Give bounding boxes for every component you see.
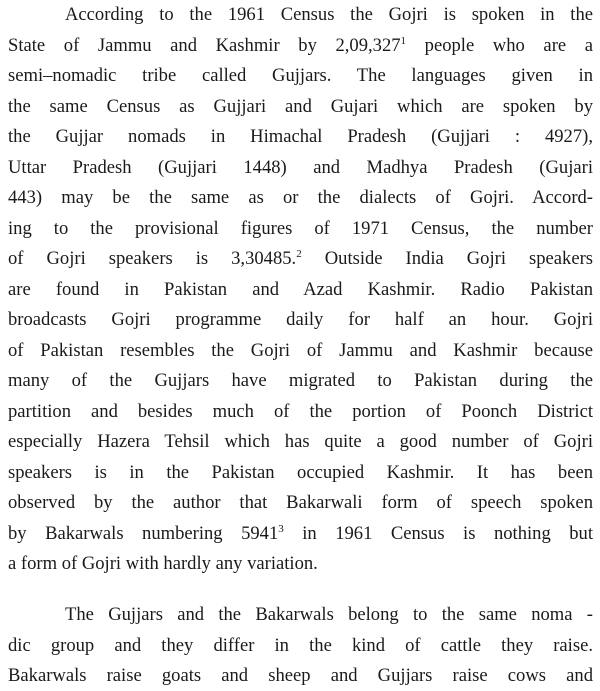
footnote-marker-1: 1	[400, 34, 407, 47]
text-line: 443) may be the same as or the dialects of Gojri. Accord-	[8, 187, 593, 208]
text-line: are found in Pakistan and Azad Kashmir. Radio Pakistan	[8, 278, 593, 300]
text-line: partition and besides much of the portion of Poonch District	[8, 400, 593, 422]
text-line: dic group and they differ in the kind of cattle they raise.	[8, 634, 593, 656]
text-line: speakers is in the Pakistan occupied Kashmir. It has been	[8, 461, 593, 483]
text-line: According to the 1961 Census the Gojri is spoken in the	[65, 4, 593, 25]
text-line: Bakarwals raise goats and sheep and Gujjars raise cows and	[8, 665, 593, 686]
text-line: the same Census as Gujjari and Gujari which are spoken by	[8, 95, 593, 117]
text-line: a form of Gojri with hardly any variation.	[8, 553, 318, 574]
text-line: broadcasts Gojri programme daily for half an hour. Gojri	[8, 309, 593, 330]
text-line: semi–nomadic tribe called Gujjars. The languages given in	[8, 65, 593, 86]
text-line: of Pakistan resembles the Gojri of Jammu and Kashmir because	[8, 339, 593, 361]
text-line: many of the Gujjars have migrated to Pakistan during the	[8, 370, 593, 391]
text-line: of Gojri speakers is 3,30485.$^2$ Outside India Gojri speakers	[8, 248, 594, 269]
text-line: by Bakarwals numbering 5941$^3$ in 1961 Census is nothing but	[8, 522, 593, 544]
text-line: Uttar Pradesh (Gujjari 1448) and Madhya Pradesh (Gujari	[8, 156, 593, 178]
text-line: State of Jammu and Kashmir by 2,09,327$^1$ people who are a	[8, 34, 593, 56]
footnote-marker-2: 2	[296, 248, 302, 260]
footnote-marker-3: 3	[278, 522, 284, 535]
text-line: the Gujjar nomads in Himachal Pradesh (Gujjari : 4927),	[8, 126, 593, 147]
text-line: ing to the provisional figures of 1971 Census, the number	[8, 217, 593, 239]
text-line: The Gujjars and the Bakarwals belong to the same noma -	[65, 604, 593, 625]
text-line: observed by the author that Bakarwali form of speech spoken	[8, 492, 593, 513]
text-line: especially Hazera Tehsil which has quite a good number of Gojri	[8, 431, 593, 452]
